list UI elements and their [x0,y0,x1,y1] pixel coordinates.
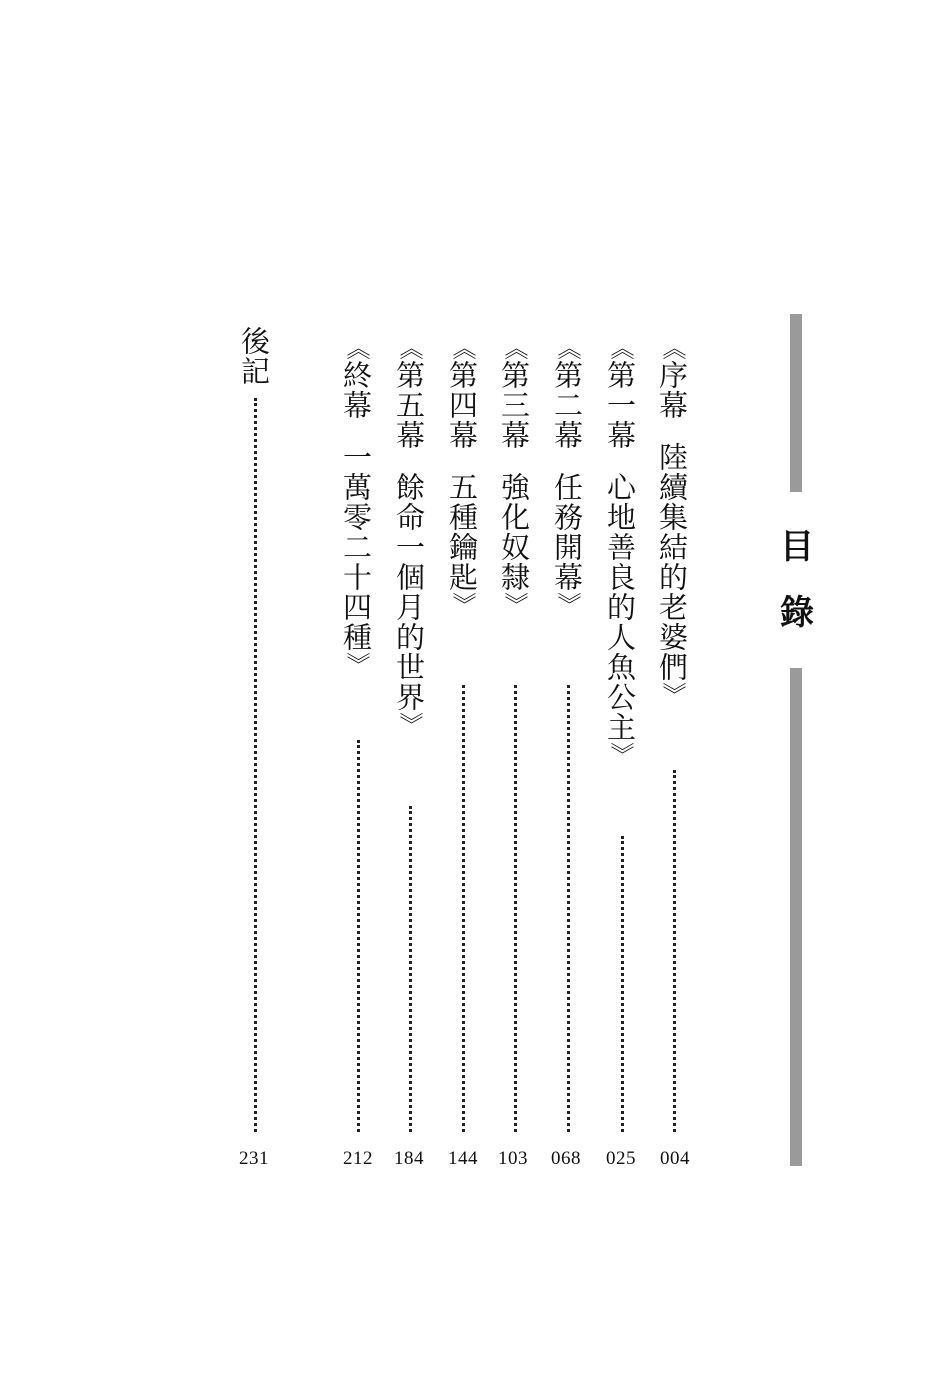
entry-label: 終幕 [339,360,373,420]
close-bracket: 》 [658,682,686,706]
open-bracket: 《 [342,336,370,360]
entry-title: 五種鑰匙 [445,472,479,592]
dot-leader [514,685,517,1132]
entry-label: 第二幕 [550,360,584,450]
page-number: 184 [394,1148,424,1169]
toc-entry-act-1[interactable] [600,336,640,766]
page-number: 212 [343,1148,373,1169]
entry-title: 一萬零二十四種 [339,442,373,652]
toc-entry-act-4[interactable] [442,336,482,616]
page-number: 004 [660,1148,690,1169]
dot-leader [357,740,360,1132]
close-bracket: 》 [395,712,423,736]
open-bracket: 《 [658,336,686,360]
entry-label: 第一幕 [603,360,637,450]
entry-label: 第四幕 [445,360,479,450]
dot-leader [409,806,412,1132]
open-bracket: 《 [553,336,581,360]
open-bracket: 《 [500,336,528,360]
toc-entry-act-5[interactable] [389,336,429,736]
toc-entry-act-3[interactable] [494,336,534,616]
entry-title: 陸續集結的老婆們 [655,442,689,682]
close-bracket: 》 [448,592,476,616]
dot-leader [462,685,465,1132]
dot-leader [621,836,624,1132]
toc-entry-act-2[interactable] [547,336,587,616]
open-bracket: 《 [448,336,476,360]
entry-label: 第五幕 [392,360,426,450]
entry-label: 後記 [237,326,271,386]
page-number: 103 [498,1148,528,1169]
close-bracket: 》 [606,742,634,766]
toc-title-char-2: 錄 [780,593,814,633]
entry-title: 任務開幕 [550,472,584,592]
close-bracket: 》 [553,592,581,616]
close-bracket: 》 [500,592,528,616]
header-bar-top [790,314,802,492]
entry-title: 強化奴隸 [497,472,531,592]
open-bracket: 《 [395,336,423,360]
page-number: 144 [448,1148,478,1169]
toc-entry-afterword[interactable] [234,326,274,386]
toc-entry-finale[interactable] [336,336,376,676]
entry-label: 第三幕 [497,360,531,450]
toc-entry-prologue[interactable] [652,336,692,706]
dot-leader [254,398,257,1132]
page-number: 231 [239,1148,269,1169]
open-bracket: 《 [606,336,634,360]
header-bar-bottom [790,668,802,1166]
page-number: 025 [606,1148,636,1169]
entry-title: 餘命一個月的世界 [392,472,426,712]
page-number: 068 [551,1148,581,1169]
close-bracket: 》 [342,652,370,676]
dot-leader [567,685,570,1132]
dot-leader [673,770,676,1132]
entry-title: 心地善良的人魚公主 [603,472,637,742]
toc-title-char-1: 目 [780,527,814,567]
entry-label: 序幕 [655,360,689,420]
